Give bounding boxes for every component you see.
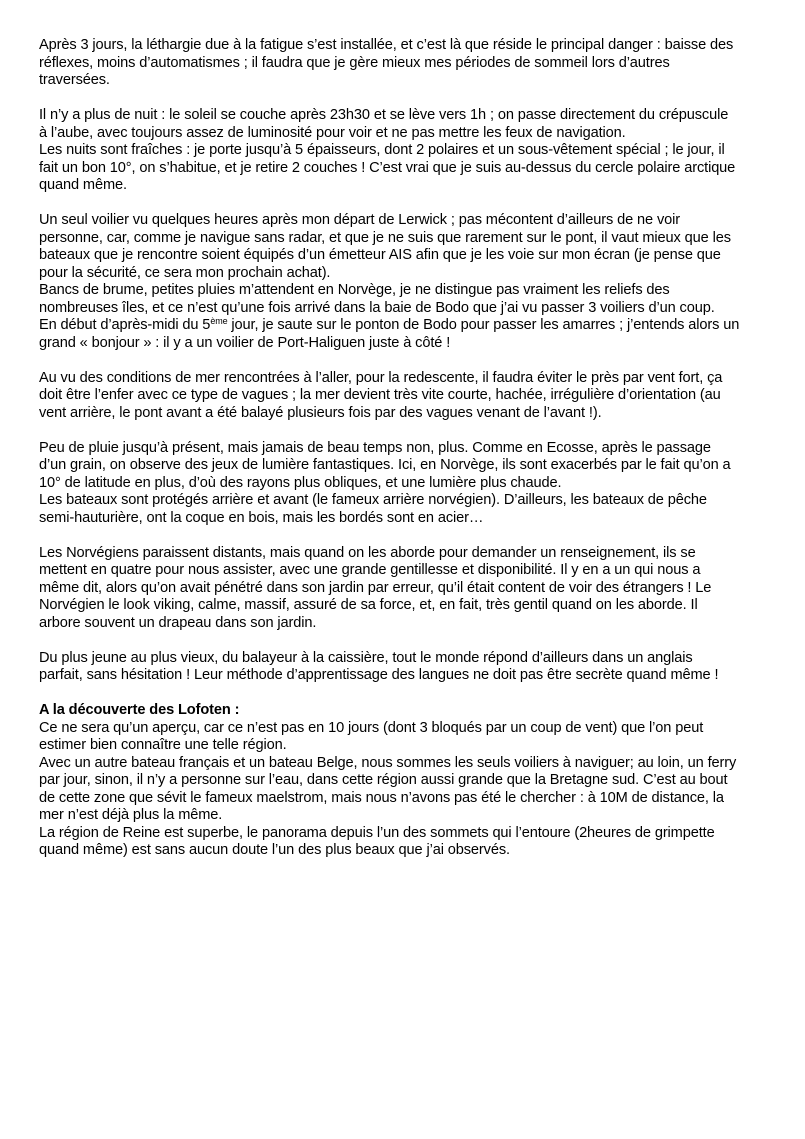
text-line: parfait, sans hésitation ! Leur méthode d’apprentissage des langues ne doit pas être secrète quand même !: [39, 667, 719, 683]
text-line: même dit, alors qu’on avait pénétré dans son jardin par erreur, qu’il était content de voir des étrangers ! Le: [39, 579, 712, 596]
paragraph-norwegians: [39, 545, 771, 633]
text-line: Avec un autre bateau français et un bateau Belge, nous sommes les seuls voiliers à naviguer; au loin, un ferry: [39, 754, 737, 771]
text-line: mer n’est déjà plus la même.: [39, 807, 223, 823]
text-line: Norvégien le look viking, calme, massif, assuré de sa force, et, en fait, très gentil quand on les aborde. Il: [39, 597, 698, 613]
text-segment: En début d’après-midi du 5: [39, 317, 211, 333]
text-line: fait un bon 10°, on s’habitue, et je retire 2 couches ! C’est vrai que je suis au-dessus du cercle polaire arctique: [39, 159, 736, 176]
text-line: grand « bonjour » : il y a un voilier de Port-Haliguen juste à côté !: [39, 334, 451, 351]
section-lofoten: [39, 702, 771, 860]
text-line: nombreuses îles, et ce n’est qu’une fois arrivé dans la baie de Bodo que j’ai vu passer 3 voiliers d’un coup.: [39, 299, 715, 316]
text-line: La région de Reine est superbe, le panorama depuis l’un des sommets qui l’entoure (2heures de grimpette: [39, 824, 715, 841]
text-line: vent arrière, le pont avant a été balayé plusieurs fois par des vagues venant de l’avant !).: [39, 404, 602, 421]
paragraph-lerwick-bodo: [39, 212, 771, 352]
text-line: Il n’y a plus de nuit : le soleil se couche après 23h30 et se lève vers 1h ; on passe directement du crépuscule: [39, 107, 729, 123]
text-line: arbore souvent un drapeau dans son jardin.: [39, 614, 317, 631]
paragraph-weather-boats: [39, 440, 771, 528]
text-line: quand même.: [39, 177, 127, 193]
text-line: Les Norvégiens paraissent distants, mais quand on les aborde pour demander un renseignement, ils se: [39, 544, 696, 561]
text-line: semi-hauturière, ont la coque en bois, mais les bordés sont en acier…: [39, 509, 484, 526]
text-line: à l’aube, avec toujours assez de luminosité pour voir et ne pas mettre les feux de navigation.: [39, 124, 626, 141]
text-line: Les bateaux sont protégés arrière et avant (le fameux arrière norvégien). D’ailleurs, les bateaux de pêche: [39, 492, 707, 508]
text-line: traversées.: [39, 72, 110, 88]
text-line-with-superscript: [39, 317, 771, 335]
text-line: 10° de latitude en plus, d’où des rayons plus obliques, et une lumière plus chaude.: [39, 474, 562, 491]
superscript: ème: [210, 316, 228, 326]
text-line: de cette zone que sévit le fameux maelstrom, mais nous n’avons pas été le chercher : à 10M de distance, la: [39, 789, 724, 806]
text-line: Du plus jeune au plus vieux, du balayeur à la caissière, tout le monde répond d’ailleurs dans un anglais: [39, 649, 693, 666]
text-line: Après 3 jours, la léthargie due à la fatigue s’est installée, et c’est là que réside le principal danger : baisse des: [39, 37, 734, 53]
text-line: Les nuits sont fraîches : je porte jusqu’à 5 épaisseurs, dont 2 polaires et un sous-vêtement spécial ; le jour, il: [39, 142, 725, 158]
section-heading: A la découverte des Lofoten :: [39, 702, 240, 718]
text-line: par jour, sinon, il n’y a personne sur l’eau, dans cette région aussi grande que la Bretagne sud. C’est au bout: [39, 772, 728, 788]
text-line: doit être l’enfer avec ce type de vagues ; la mer devient très vite courte, hachée, irrégulière d’orientation (au: [39, 387, 721, 403]
text-line: Peu de pluie jusqu’à présent, mais jamais de beau temps non, plus. Comme en Ecosse, après le passage: [39, 439, 711, 456]
text-line: pour la sécurité, ce sera mon prochain achat).: [39, 264, 331, 281]
paragraph-languages: [39, 650, 771, 685]
text-line: Un seul voilier vu quelques heures après mon départ de Lerwick ; pas mécontent d’ailleurs de ne voir: [39, 212, 681, 228]
text-segment: jour, je saute sur le ponton de Bodo pour passer les amarres ; j’entends alors un: [227, 317, 740, 333]
paragraph-nights: [39, 107, 771, 195]
document-page: [39, 37, 771, 877]
text-line: Ce ne sera qu’un aperçu, car ce n’est pas en 10 jours (dont 3 bloqués par un coup de vent) que l’on peut: [39, 719, 704, 736]
text-line: estimer bien connaître une telle région.: [39, 737, 287, 753]
text-line: quand même) est sans aucun doute l’un des plus beaux que j’ai observés.: [39, 842, 510, 858]
text-line: bateaux que je rencontre soient équipés d’un émetteur AIS afin que je les voie sur mon écran (je pense que: [39, 247, 721, 263]
text-line: réflexes, moins d’automatismes ; il faudra que je gère mieux mes périodes de sommeil lors d’autres: [39, 54, 670, 71]
text-line: mettent en quatre pour nous assister, avec une grande gentillesse et disponibilité. Il y en a un qui nous a: [39, 562, 701, 578]
paragraph-sea-conditions: [39, 370, 771, 423]
text-line: Bancs de brume, petites pluies m’attendent en Norvège, je ne distingue pas vraiment les reliefs des: [39, 282, 670, 298]
text-line: Au vu des conditions de mer rencontrées à l’aller, pour la redescente, il faudra éviter le près par vent fort, ça: [39, 369, 723, 386]
paragraph-fatigue: [39, 37, 771, 90]
text-line: d’un grain, on observe des jeux de lumière fantastiques. Ici, en Norvège, ils sont exacerbés par le fait qu’on a: [39, 457, 731, 473]
text-line: personne, car, comme je navigue sans radar, et que je ne suis que rarement sur le pont, il vaut mieux que les: [39, 229, 731, 246]
